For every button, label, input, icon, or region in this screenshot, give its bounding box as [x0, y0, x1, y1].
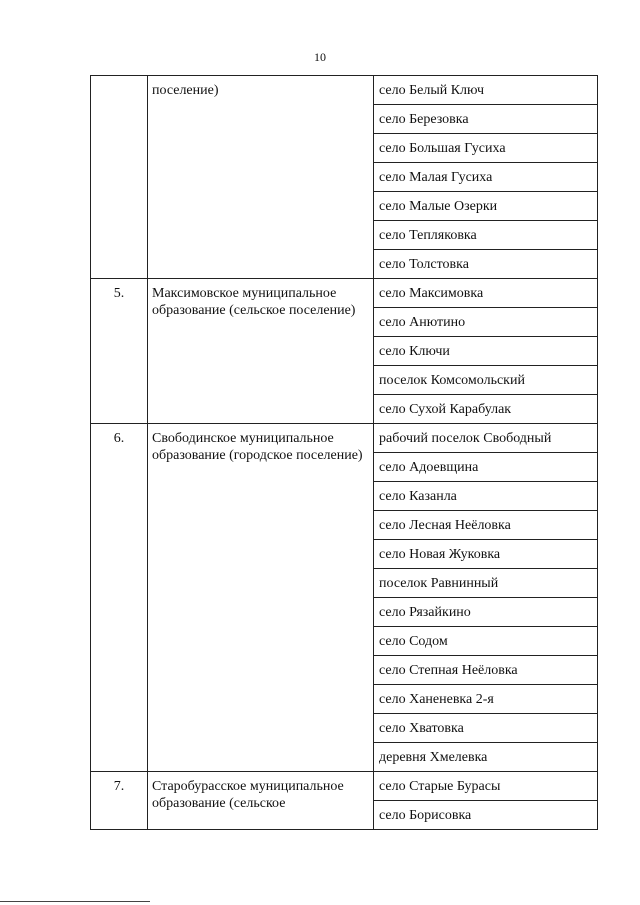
settlement-name: село Казанла: [374, 482, 598, 511]
settlement-name: село Тепляковка: [374, 221, 598, 250]
settlement-name: село Малые Озерки: [374, 192, 598, 221]
table-row: [91, 424, 598, 453]
settlement-name: село Большая Гусиха: [374, 134, 598, 163]
settlement-name: село Березовка: [374, 105, 598, 134]
municipality-name: поселение): [148, 76, 374, 279]
table-row: [91, 76, 598, 105]
settlement-name: село Ключи: [374, 337, 598, 366]
settlement-name: село Хватовка: [374, 714, 598, 743]
municipality-table: [90, 75, 598, 830]
group-number: [91, 76, 148, 279]
settlement-name: село Старые Бурасы: [374, 772, 598, 801]
municipality-name: Старобурасское муниципальное образование (сельское: [148, 772, 374, 830]
settlement-name: село Степная Неёловка: [374, 656, 598, 685]
settlement-name: село Адоевщина: [374, 453, 598, 482]
settlement-name: поселок Равнинный: [374, 569, 598, 598]
municipality-name: Свободинское муниципальное образование (городское поселение): [148, 424, 374, 772]
settlement-name: село Малая Гусиха: [374, 163, 598, 192]
settlement-name: село Содом: [374, 627, 598, 656]
settlement-name: рабочий поселок Свободный: [374, 424, 598, 453]
settlement-name: село Сухой Карабулак: [374, 395, 598, 424]
settlement-name: село Толстовка: [374, 250, 598, 279]
table-row: [91, 279, 598, 308]
settlement-name: село Лесная Неёловка: [374, 511, 598, 540]
settlement-name: село Борисовка: [374, 801, 598, 830]
municipality-name: Максимовское муниципальное образование (сельское поселение): [148, 279, 374, 424]
group-number: 6.: [91, 424, 148, 772]
group-number: 5.: [91, 279, 148, 424]
settlement-name: село Рязайкино: [374, 598, 598, 627]
table-row: [91, 772, 598, 801]
settlement-name: село Белый Ключ: [374, 76, 598, 105]
footnote-divider: [0, 901, 150, 902]
settlement-name: село Новая Жуковка: [374, 540, 598, 569]
settlement-name: село Максимовка: [374, 279, 598, 308]
settlement-name: деревня Хмелевка: [374, 743, 598, 772]
group-number: 7.: [91, 772, 148, 830]
page-number: 10: [314, 50, 326, 64]
settlement-name: село Анютино: [374, 308, 598, 337]
settlement-name: поселок Комсомольский: [374, 366, 598, 395]
settlement-name: село Ханеневка 2-я: [374, 685, 598, 714]
